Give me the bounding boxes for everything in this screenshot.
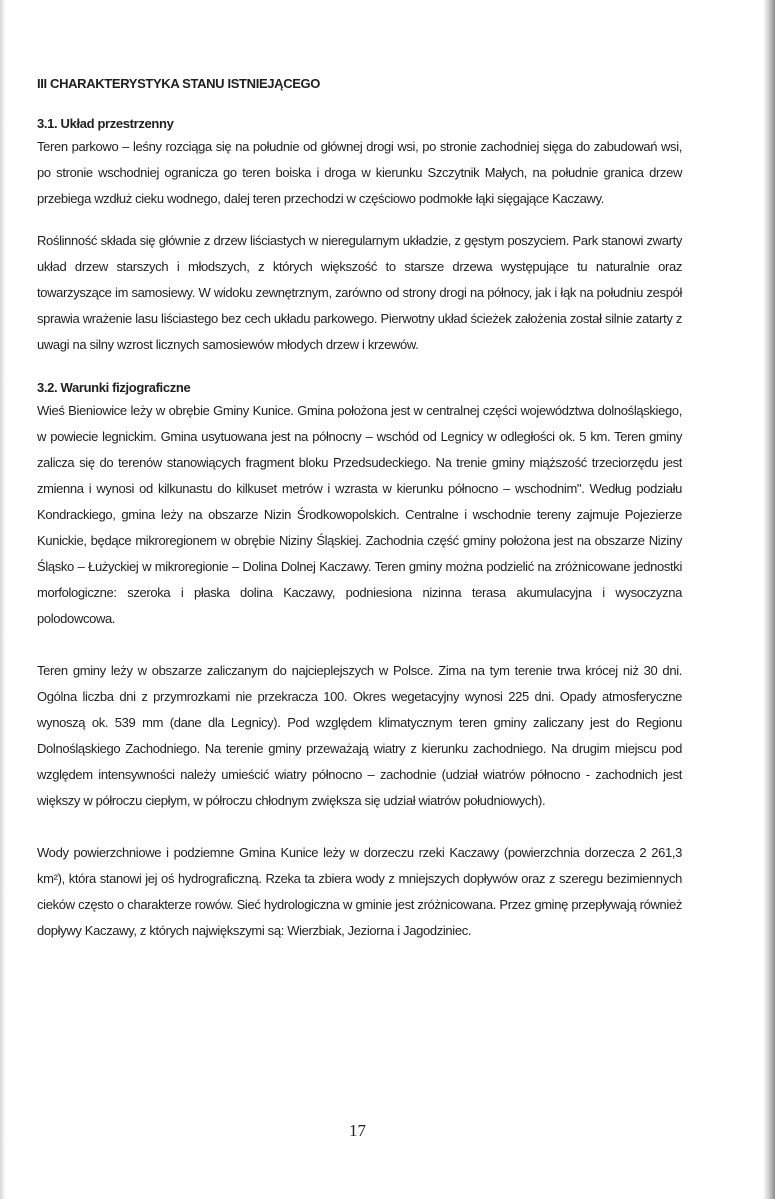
- paragraph-climate: Teren gminy leży w obszarze zaliczanym do najcieplejszych w Polsce. Zima na tym terenie trwa krócej niż 30 dni. Ogólna liczba dni z przymrozkami nie przekracza 100. Okres wegetacyjny wynosi 225 dni. Opady atmosferyczne wynoszą ok. 539 mm (dane dla Legnicy). Pod względem klimatycznym teren gminy zaliczany jest do Regionu Dolnośląskiego Zachodniego. Na terenie gminy przeważają wiatry z kierunku zachodniego. Na drugim miejscu pod względem intensywności należy umieścić wiatry północno – zachodnie (udział wiatrów północno - zachodnich jest większy w półroczu ciepłym, w półroczu chłodnym zwiększa się udział wiatrów południowych).: [37, 663, 682, 808]
- paragraph-spacer: [37, 212, 682, 228]
- paragraph-location: Wieś Bieniowice leży w obrębie Gminy Kunice. Gmina położona jest w centralnej części województwa dolnośląskiego, w powiecie legnickim. Gmina usytuowana jest na północny – wschód od Legnicy w odległości ok. 5 km. Teren gminy zalicza się do terenów stanowiących fragment bloku Przedsudeckiego. Na trenie gminy miąższość trzeciorzędu jest zmienna i wynosi od kilkunastu do kilkuset metrów i wzrasta w kierunku północno – wschodnim". Według podziału Kondrackiego, gmina leży na obszarze Nizin Środkowopolskich. Centralne i wschodnie tereny zajmuje Pojezierze Kunickie, będące mikroregionem w obrębie Niziny Śląskiej. Zachodnia część gminy położona jest na obszarze Niziny Śląsko – Łużyckiej w mikroregionie – Dolina Dolnej Kaczawy. Teren gminy można podzielić na zróżnicowane jednostki morfologiczne: szeroka i płaska dolina Kaczawy, podniesiona nizinna terasa akumulacyjna i wysoczyzna polodowcowa.: [37, 403, 682, 626]
- paragraph-spacer: [37, 632, 682, 658]
- page-number: 17: [349, 1121, 366, 1140]
- paragraph-hydrology: Wody powierzchniowe i podziemne Gmina Kunice leży w dorzeczu rzeki Kaczawy (powierzchnia dorzecza 2 261,3 km²), która stanowi jej oś hydrograficzną. Rzeka ta zbiera wody z mniejszych dopływów oraz z szeregu bezimiennych cieków często o charakterze rowów. Sieć hydrologiczna w gminie jest zróżnicowana. Przez gminę przepływają również dopływy Kaczawy, z których największymi są: Wierzbiak, Jeziorna i Jagodziniec.: [37, 845, 682, 938]
- section-spacer: [37, 358, 682, 380]
- paragraph-vegetation: Roślinność składa się głównie z drzew liściastych w nieregularnym układzie, z gęstym poszyciem. Park stanowi zwarty układ drzew starszych i młodszych, z których większość to starsze drzewa występujące tu naturalnie oraz towarzyszące im samosiewy. W widoku zewnętrznym, zarówno od strony drogi na północy, jak i łąk na południu zespół sprawia wrażenie lasu liściastego bez cech układu parkowego. Pierwotny układ ścieżek założenia został silnie zatarty z uwagi na silny wzrost licznych samosiewów młodych drzew i krzewów.: [37, 233, 682, 352]
- scan-edge-left: [0, 0, 6, 1199]
- paragraph-layout: Teren parkowo – leśny rozciąga się na południe od głównej drogi wsi, po stronie zachodniej sięga do zabudowań wsi, po stronie wschodniej ogranicza go teren boiska i droga w kierunku Szczytnik Małych, na południe granica drzew przebiega wzdłuż cieku wodnego, dalej teren przechodzi w częściowo podmokłe łąki sięgające Kaczawy.: [37, 139, 682, 206]
- paragraph-spacer: [37, 814, 682, 840]
- subsection-heading-3-2: 3.2. Warunki fizjograficzne: [37, 380, 191, 395]
- section-title: III CHARAKTERYSTYKA STANU ISTNIEJĄCEGO: [37, 76, 321, 91]
- scan-edge-right: [763, 0, 775, 1199]
- page-content: [37, 76, 682, 944]
- subsection-heading-3-1: 3.1. Układ przestrzenny: [37, 116, 174, 131]
